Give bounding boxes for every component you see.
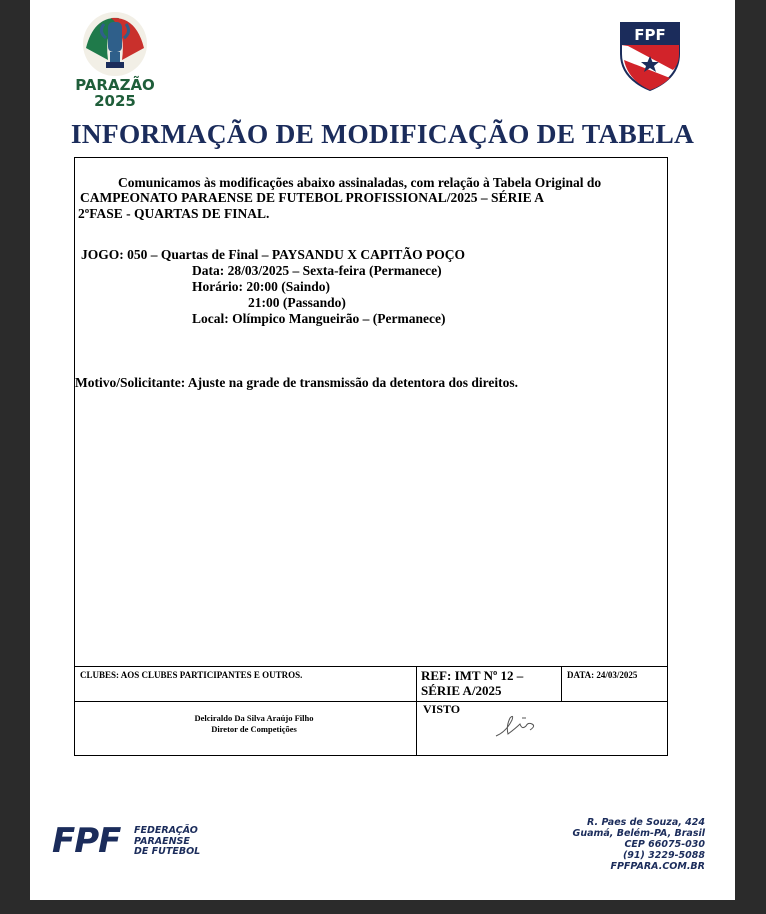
footer-fpf-mark: FPF — [52, 821, 121, 861]
intro-line-2: CAMPEONATO PARAENSE DE FUTEBOL PROFISSIONAL/2025 – SÉRIE A — [80, 190, 544, 205]
address-line-4: (91) 3229-5088 — [622, 850, 705, 861]
footer-fed-line-1: FEDERAÇÃO — [134, 825, 198, 836]
place-line: Local: Olímpico Mangueirão – (Permanece) — [192, 311, 446, 326]
footer-address — [573, 817, 705, 872]
footer-row-signature — [74, 702, 668, 756]
signature-scribble — [492, 710, 542, 740]
logo-text-year: 2025 — [94, 92, 136, 110]
game-line: JOGO: 050 – Quartas de Final – PAYSANDU X CAPITÃO POÇO — [81, 247, 466, 262]
date-line: Data: 28/03/2025 – Sexta-feira (Permanece) — [192, 263, 442, 278]
reason-line: Motivo/Solicitante: Ajuste na grade de transmissão da detentora dos direitos. — [75, 375, 518, 390]
footer-fed-line-2: PARAENSE — [134, 835, 190, 847]
address-line-5: FPFPARA.COM.BR — [610, 861, 705, 872]
signer-role: Diretor de Competições — [211, 724, 297, 734]
time-line-new: 21:00 (Passando) — [248, 295, 346, 310]
trophy-emblem-icon — [74, 8, 156, 80]
address-line-1: R. Paes de Souza, 424 — [587, 817, 705, 828]
intro-line-3: 2ºFASE - QUARTAS DE FINAL. — [78, 206, 270, 221]
ref-line-1: REF: IMT Nº 12 – — [421, 668, 524, 683]
document-page — [30, 0, 735, 900]
ref-line-2: SÉRIE A/2025 — [421, 683, 502, 698]
footer-fed-line-3: DE FUTEBOL — [134, 846, 201, 857]
visto-label: VISTO — [423, 702, 461, 716]
fpf-shield-text: FPF — [634, 26, 666, 44]
signer-name: Delciraldo Da Silva Araújo Filho — [194, 713, 314, 723]
address-line-3: CEP 66075-030 — [624, 839, 705, 850]
date-label: DATA: 24/03/2025 — [567, 670, 638, 680]
footer-federation-name — [134, 826, 200, 858]
address-line-2: Guamá, Belém-PA, Brasil — [572, 828, 705, 839]
shield-icon — [618, 20, 682, 92]
clubs-label: CLUBES: AOS CLUBES PARTICIPANTES E OUTROS. — [80, 670, 303, 680]
time-line-old: Horário: 20:00 (Saindo) — [192, 279, 330, 294]
fpf-shield-logo — [618, 20, 682, 92]
intro-line-1: Comunicamos às modificações abaixo assinaladas, com relação à Tabela Original do — [118, 175, 602, 190]
parazao-logo — [74, 8, 156, 112]
logo-text-parazao: PARAZÃO — [75, 76, 155, 94]
page-title: INFORMAÇÃO DE MODIFICAÇÃO DE TABELA — [70, 118, 695, 149]
